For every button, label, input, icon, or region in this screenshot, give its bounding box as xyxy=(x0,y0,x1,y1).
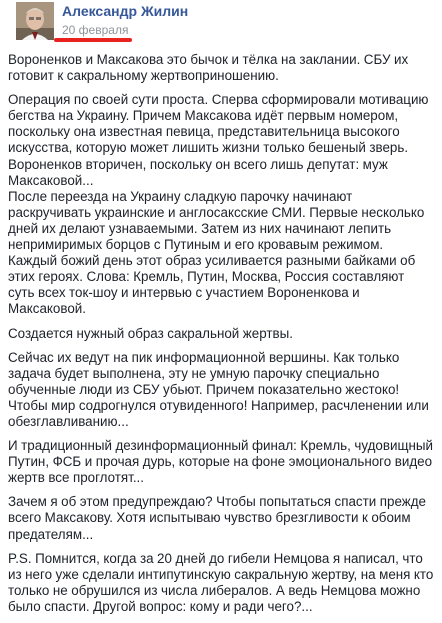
post-paragraph: Вороненков и Максакова это бычок и тёлка на заклании. СБУ их готовит к сакральному жертвоприношению. xyxy=(8,52,409,84)
post-paragraph: Сейчас их ведут на пик информационной вершины. Как только задача будет выполнена, эту не умную парочку специально обученные люди из СБУ убьют. Причем показательно жестоко! Чтобы мир содрогнулся отувиденного! Например, расчленении или обезглавливанию... xyxy=(8,349,429,429)
avatar-icon xyxy=(16,2,54,40)
avatar[interactable] xyxy=(16,2,54,40)
post-date[interactable]: 20 февраля xyxy=(62,23,129,37)
post-paragraph: Создается нужный образ сакральной жертвы. xyxy=(8,325,293,341)
post-header xyxy=(8,0,434,46)
post-author-name[interactable]: Александр Жилин xyxy=(62,3,189,19)
post-paragraph: Операция по своей сути проста. Сперва сформировали мотивацию бегства на Украину. Причем Максакова идёт первым номером, поскольку она известная певица, представительница высокого искусства, которую может лишить жизни только бешеный зверь. Вороненков вторичен, поскольку он всего лишь депутат: муж Максаковой... После переезда на Украину сладкую парочку начинают раскручивать украинские и англосаксские СМИ. Первые несколько дней их делают узнаваемыми. Затем из них начинают лепить непримиримых борцов с Путиным и его кровавым режимом. Каждый божий день этот образ усиливается разными байками об этих героях. Слова: Кремль, Путин, Москва, Россия составляют суть всех ток-шоу и интервью с участием Вороненкова и Максаковой. xyxy=(8,92,429,317)
post-paragraph: P.S. Помнится, когда за 20 дней до гибели Немцова я написал, что из него уже сделали интипутинскую сакральную жертву, на меня кто только не обрушился из числа либералов. А ведь Немцова можно было спасти. Другой вопрос: кому и ради чего?... xyxy=(8,550,434,614)
date-highlight-underline xyxy=(54,38,132,42)
post-paragraph: И традиционный дезинформационный финал: Кремль, чудовищный Путин, ФСБ и прочая дурь, которые на фоне эмоционального видео жертв все проглотят... xyxy=(8,438,433,486)
post-paragraph: Зачем я об этом предупреждаю? Чтобы попытаться спасти прежде всего Максакову. Хотя испытываю чувство брезгливости к обоим предателям... xyxy=(8,494,426,542)
post-body xyxy=(8,52,434,623)
